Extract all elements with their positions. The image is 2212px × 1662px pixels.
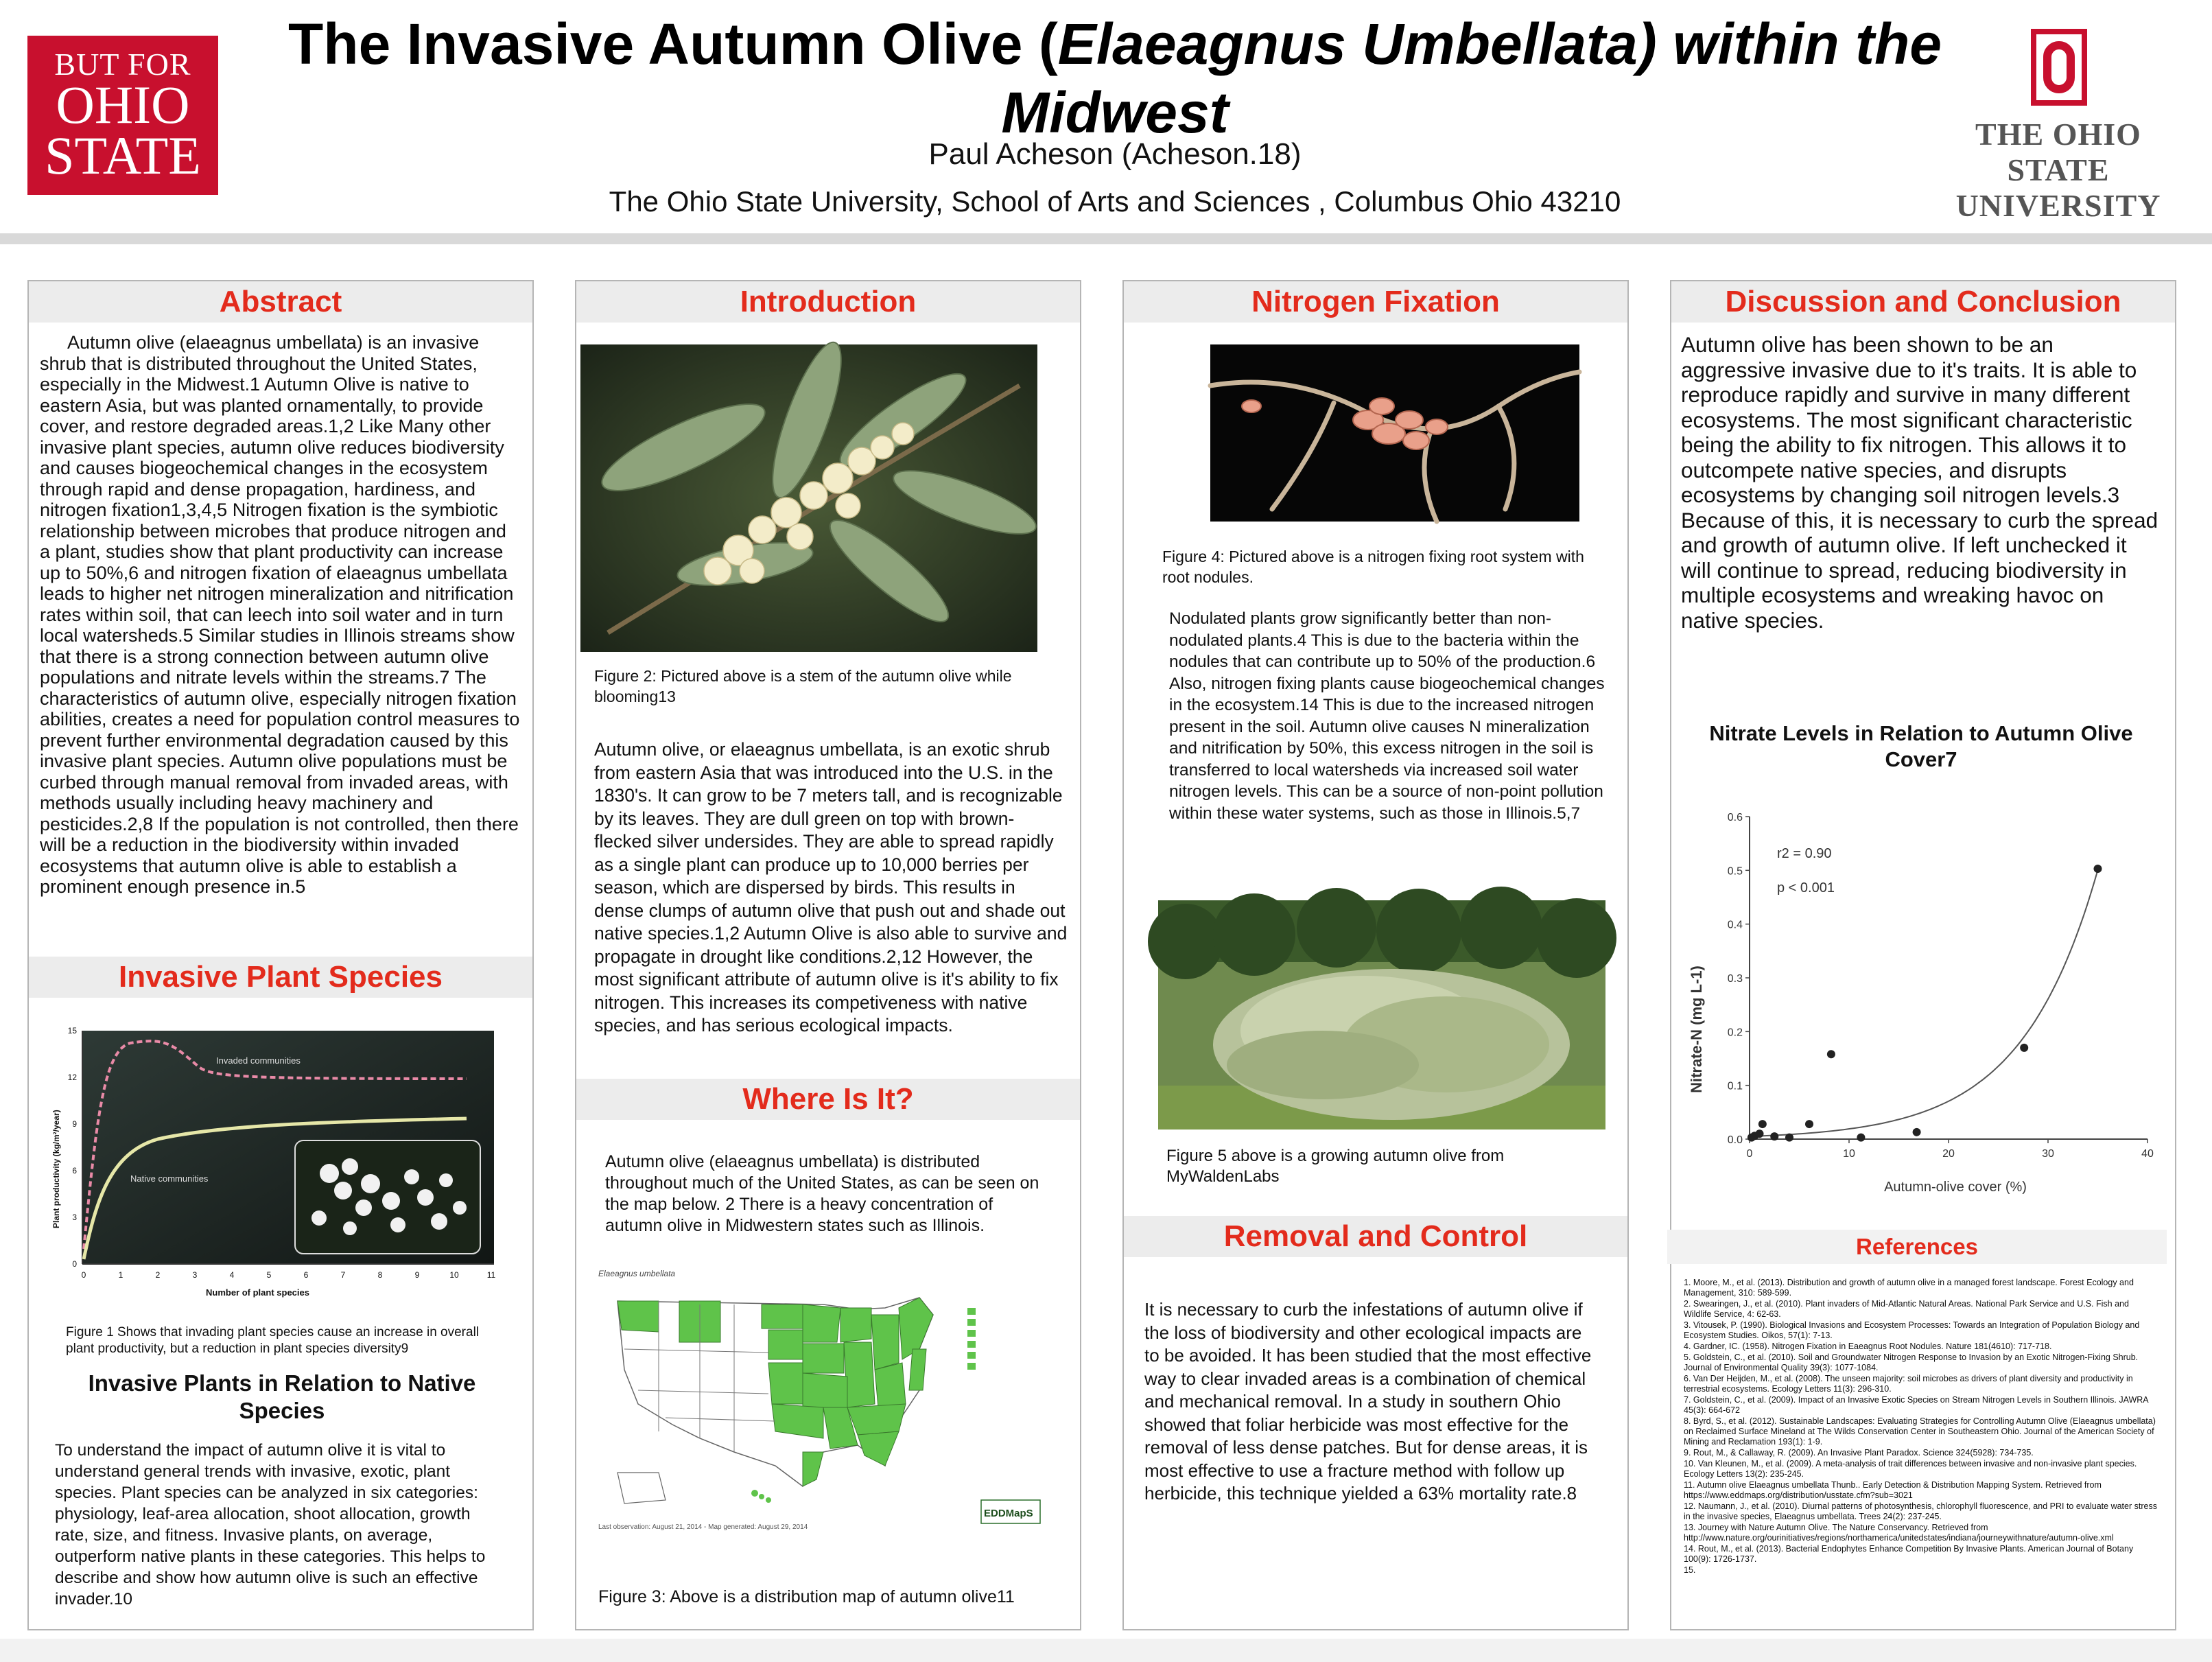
where-heading: Where Is It?	[576, 1079, 1080, 1120]
fig1-invaded-label: Invaded communities	[216, 1055, 301, 1066]
abstract-text: Autumn olive (elaeagnus umbellata) is an invasive shrub that is distributed throughout the United States, especially in the Midwest.1 Autumn Olive is native to eastern Asia, but was planted ornamentally, to provide cover, and restore degraded areas.1,2 Like Many other invasive plant species, autumn olive reduces biodiversity and causes biogeochemical changes in the ecosystem through rapid and dense propagation, hardiness, and nitrogen fixation1,3,4,5 Nitrogen fixation is the symbiotic relationship between microbes that produce nitrogen and a plant, studies show that plant productivity can increase up to 50%,6 and nitrogen fixation of elaeagnus umbellata leads to higher net nitrogen mineralization and nitrification rates within soil, that can leech into soil water and in turn local watersheds.5 Similar studies in Illinois streams show that there is a strong connection between autumn olive populations and nitrate levels within the streams.7 The characteristics of autumn olive, especially nitrogen fixation abilities, creates a need for population control measures to prevent further environmental degradation caused by this invasive plant species. Autumn olive populations must be curbed through manual removal from invaded areas, with methods usually including heavy machinery and pesticides.2,8 If the population is not controlled, then there will be a reduction in the biodiversity within invaded ecosystems that autumn olive is able to establish a prominent enough presence in.5	[40, 332, 520, 897]
reference-item: 9. Rout, M., & Callaway, R. (2009). An Invasive Plant Paradox. Science 324(5928): 734-735.	[1684, 1448, 2034, 1458]
nitrate-chart-title: Nitrate Levels in Relation to Autumn Olive Cover7	[1709, 721, 2133, 771]
reference-item: 12. Naumann, J., et al. (2010). Diurnal patterns of photosynthesis, chlorophyll fluorescence, and PRI to evaluate water stress in the invasive species, Elaeagnus umbellata. Trees 24(2): 237-245.	[1684, 1501, 2157, 1521]
nitrate-y-tick-label: 0.1	[1727, 1080, 1743, 1092]
svg-text:9: 9	[72, 1119, 77, 1129]
reference-item: 8. Byrd, S., et al. (2012). Sustainable Landscapes: Evaluating Strategies for Controlling Autumn Olive (Elaeagnus umbellata) on Reclaimed Surface Mineland at The Wilds Conservation Center in Southeastern Ohio. Journal of the American Society of Mining and Reclamation 193(1): 1-9.	[1684, 1416, 2156, 1447]
nitrate-point	[1913, 1128, 1921, 1136]
nitrate-point	[2094, 865, 2102, 873]
reference-item: 11. Autumn olive Elaeagnus umbellata Thunb.. Early Detection & Distribution Mapping System. Retrieved from https://www.eddmaps.org/distribution/usstate.cfm?sub=3021	[1684, 1480, 2102, 1500]
nitrate-point	[1857, 1134, 1865, 1142]
eddmaps-logo: EDDMapS	[984, 1508, 1033, 1519]
nitrate-point	[1756, 1130, 1764, 1138]
introduction-text: Autumn olive, or elaeagnus umbellata, is an exotic shrub from eastern Asia that was introduced into the U.S. in the 1830's. It can grow to be 7 meters tall, and is recognizable by its leaves. They are dull green on top with brown-flecked silver undersides. They are able to spread rapidly as a single plant can produce up to 10,000 berries per season, which are dispersed by birds. This results in dense clumps of autumn olive that push out and shade out native species.1,2 Autumn Olive is also able to survive and propagate in drought like conditions.2,12 However, the most significant attribute of autumn olive is it's ability to fix nitrogen. This increases its competiveness with native species, and has serious ecological impacts.	[594, 739, 1068, 1035]
svg-text:9: 9	[414, 1270, 420, 1280]
logo-line-1: BUT FOR	[54, 47, 191, 82]
map-footer: Last observation: August 21, 2014 - Map generated: August 29, 2014	[598, 1523, 808, 1531]
svg-text:10: 10	[449, 1270, 459, 1280]
nitrate-point	[1770, 1132, 1778, 1140]
nitrate-chart	[1681, 803, 2175, 1208]
reference-item: 6. Van Der Heijden, M., et al. (2008). The unseen majority: soil microbes as drivers of plant diversity and productivity in terrestrial ecosystems. Ecology Letters 11(3): 296-310.	[1684, 1374, 2133, 1394]
nitrogen-text: Nodulated plants grow significantly better than non-nodulated plants.4 This is due to the bacteria within the nodules that can contribute up to 50% of the production.6 Also, nitrogen fixing plants cause biogeochemical changes in the ecosystem.14 This is due to the increased nitrogen present in the soil. Autumn olive causes N mineralization and nitrification by 50%, this excess nitrogen in the soil is transferred to local watersheds via increased soil water nitrogen levels. This can be a source of non-point pollution within these water systems, such as those in Illinois.5,7	[1169, 609, 1605, 823]
reference-item: 2. Swearingen, J., et al. (2010). Plant invaders of Mid-Atlantic Natural Areas. National Park Service and U.S. Fish and Wildlife Service, 4: 62-63.	[1684, 1299, 2129, 1319]
fig1-xlabel: Number of plant species	[206, 1287, 309, 1298]
but-for-ohio-state-logo	[27, 36, 218, 195]
nitrate-r2-annotation: r2 = 0.90	[1777, 846, 1832, 861]
figure-1-productivity-chart	[41, 1022, 494, 1304]
figure-2-caption: Figure 2: Pictured above is a stem of the autumn olive while blooming13	[594, 667, 1012, 705]
nitrate-y-tick-label: 0.4	[1727, 919, 1743, 931]
fig1-native-label: Native communities	[130, 1173, 209, 1184]
svg-text:7: 7	[340, 1270, 346, 1280]
nitrate-point	[1758, 1120, 1767, 1128]
nitrate-y-tick-label: 0.6	[1727, 812, 1743, 823]
svg-text:0: 0	[72, 1259, 77, 1269]
nitrate-p-annotation: p < 0.001	[1777, 880, 1835, 896]
svg-text:6: 6	[72, 1166, 77, 1175]
fig1-ylabel: Plant productivity (kg/m²/year)	[51, 1110, 61, 1228]
discussion-text: Autumn olive has been shown to be an aggressive invasive due to it's traits. It is able to reproduce rapidly and survive in many different ecosystems. The most significant characteristic being the ability to fix nitrogen. This allows it to outcompete native species, and disrupts ecosystems by changing soil nitrogen levels.3 Because of this, it is necessary to curb the spread and growth of autumn olive. If left unchecked it will continue to spread, reducing biodiversity in multiple ecosystems and wreaking havoc on native species.	[1681, 332, 2158, 633]
invasive-heading: Invasive Plant Species	[29, 957, 532, 998]
abstract-heading: Abstract	[29, 281, 532, 323]
reference-item: 3. Vitousek, P. (1990). Biological Invasions and Ecosystem Processes: Towards an Integration of Population Biology and Ecosystem Studies. Oikos, 57(1): 7-13.	[1684, 1320, 2140, 1340]
figure-4-caption: Figure 4: Pictured above is a nitrogen fixing root system with root nodules.	[1162, 548, 1584, 586]
figure-1-caption: Figure 1 Shows that invading plant species cause an increase in overall plant productivity, but a reduction in plant species diversity9	[66, 1325, 480, 1356]
svg-text:1: 1	[118, 1270, 123, 1280]
nitrate-xlabel: Autumn-olive cover (%)	[1884, 1180, 2027, 1195]
figure-3-caption: Figure 3: Above is a distribution map of autumn olive11	[598, 1587, 1015, 1606]
nitrate-y-tick-label: 0.3	[1727, 973, 1743, 985]
figure-4-root-nodules-photo	[1210, 344, 1579, 522]
figure-5-caption: Figure 5 above is a growing autumn olive from MyWaldenLabs	[1166, 1147, 1505, 1186]
nitrate-point	[2020, 1044, 2028, 1052]
svg-text:6: 6	[303, 1270, 309, 1280]
nitrate-y-tick-label: 0.2	[1727, 1027, 1743, 1039]
svg-text:12: 12	[67, 1073, 77, 1082]
nitrate-x-tick-label: 30	[2042, 1148, 2054, 1160]
svg-text:5: 5	[266, 1270, 272, 1280]
osu-wordmark: THE OHIO STATE UNIVERSITY	[1955, 117, 2161, 223]
svg-text:4: 4	[229, 1270, 235, 1280]
references-list	[1684, 1278, 2157, 1576]
nitrate-x-tick-label: 20	[1942, 1148, 1955, 1160]
svg-text:8: 8	[377, 1270, 383, 1280]
poster-affiliation: The Ohio State University, School of Arts and Sciences , Columbus Ohio 43210	[609, 185, 1621, 218]
removal-text: It is necessary to curb the infestations of autumn olive if the loss of biodiversity and other ecological impacts are to be avoided. It has been studied that the most effective way to clear invaded areas is a combination of chemical and mechanical removal. In a study in southern Ohio showed that foliar herbicide was most effective for the removal of less dense patches. But for dense areas, it is most effective to use a fracture method with follow up herbicide, this technique yielded a 63% mortality rate.8	[1144, 1299, 1592, 1503]
svg-text:2: 2	[155, 1270, 161, 1280]
nitrate-y-tick-label: 0.5	[1727, 865, 1743, 878]
header-divider	[0, 233, 2212, 244]
reference-item: 13. Journey with Nature Autumn Olive. The Nature Conservancy. Retrieved from http://www.nature.org/ourinitiatives/regions/northamerica/unitedstates/indiana/journeywithnature/autumn-olive.xml	[1684, 1523, 2114, 1543]
reference-item: 7. Goldstein, C., et al. (2009). Impact of an Invasive Exotic Species on Stream Nitrogen Levels in Southern Illinois. JAWRA 45(3): 664-672	[1684, 1395, 2148, 1415]
nitrate-x-tick-label: 0	[1746, 1148, 1753, 1160]
svg-text:3: 3	[72, 1213, 77, 1222]
nitrate-point	[1827, 1050, 1835, 1058]
svg-text:15: 15	[67, 1026, 77, 1035]
nitrate-ylabel: Nitrate-N (mg L-1)	[1688, 965, 1705, 1093]
svg-text:11: 11	[486, 1270, 496, 1280]
nitrogen-heading: Nitrogen Fixation	[1124, 281, 1627, 323]
svg-text:3: 3	[192, 1270, 198, 1280]
reference-item: 5. Goldstein, C., et al. (2010). Soil and Groundwater Nitrogen Response to Invasion by an Exotic Nitrogen-Fixing Shrub. Journal of Environmental Quality 39(3): 1077-1084.	[1684, 1353, 2139, 1372]
invasive-text: To understand the impact of autumn olive it is vital to understand general trends with invasive, exotic, plant species. Plant species can be analyzed in six categories: physiology, leaf-area allocation, shoot allocation, growth rate, size, and fitness. Invasive plants, on average, outperform native plants in these categories. This helps to describe and show how autumn olive is such an effective invader.10	[55, 1441, 486, 1608]
map-title: Elaeagnus umbellata	[598, 1269, 676, 1278]
removal-heading: Removal and Control	[1124, 1216, 1627, 1257]
poster-title: The Invasive Autumn Olive (Elaeagnus Umbellata) within the Midwest	[287, 12, 1942, 145]
logo-line-3: STATE	[45, 125, 201, 185]
reference-item: 10. Van Kleunen, M., et al. (2009). A meta-analysis of trait differences between invasive and non-invasive plant species. Ecology Letters 13(2): 235-245.	[1684, 1459, 2137, 1479]
where-text: Autumn olive (elaeagnus umbellata) is distributed throughout much of the United States, as can be seen on the map below. 2 There is a heavy concentration of autumn olive in Midwestern states such as Illinois.	[605, 1152, 1039, 1235]
nitrate-point	[1805, 1120, 1813, 1128]
introduction-heading: Introduction	[576, 281, 1080, 323]
references-heading: References	[1667, 1230, 2167, 1264]
figure-3-distribution-map	[597, 1267, 1061, 1544]
discussion-heading: Discussion and Conclusion	[1671, 281, 2175, 323]
osu-block-o-icon	[2031, 29, 2087, 106]
nitrate-x-tick-label: 10	[1843, 1148, 1855, 1160]
footer-band	[0, 1639, 2212, 1662]
nitrate-point	[1785, 1134, 1793, 1142]
svg-text:0: 0	[81, 1270, 86, 1280]
nitrate-y-tick-label: 0.0	[1727, 1134, 1743, 1146]
nitrate-x-tick-label: 40	[2141, 1148, 2154, 1160]
nitrate-fit-curve	[1750, 870, 2098, 1136]
figure-5-autumn-olive-shrub-photo	[1158, 900, 1605, 1130]
logo-line-2: OHIO	[56, 74, 190, 134]
reference-item: 15.	[1684, 1565, 1696, 1575]
reference-item: 1. Moore, M., et al. (2013). Distribution and growth of autumn olive in a managed forest landscape. Forest Ecology and Management, 310: 589-599.	[1684, 1278, 2134, 1298]
reference-item: 14. Rout, M., et al. (2013). Bacterial Endophytes Enhance Competition By Invasive Plants. American Journal of Botany 100(9): 1726-1737.	[1684, 1544, 2134, 1564]
poster-author: Paul Acheson (Acheson.18)	[928, 137, 1302, 171]
figure-2-autumn-olive-stem-photo	[580, 344, 1037, 652]
invasive-subheading: Invasive Plants in Relation to Native Species	[88, 1370, 476, 1423]
reference-item: 4. Gardner, IC. (1958). Nitrogen Fixation in Eaeagnus Root Nodules. Nature 181(4610): 717-718.	[1684, 1342, 2052, 1351]
